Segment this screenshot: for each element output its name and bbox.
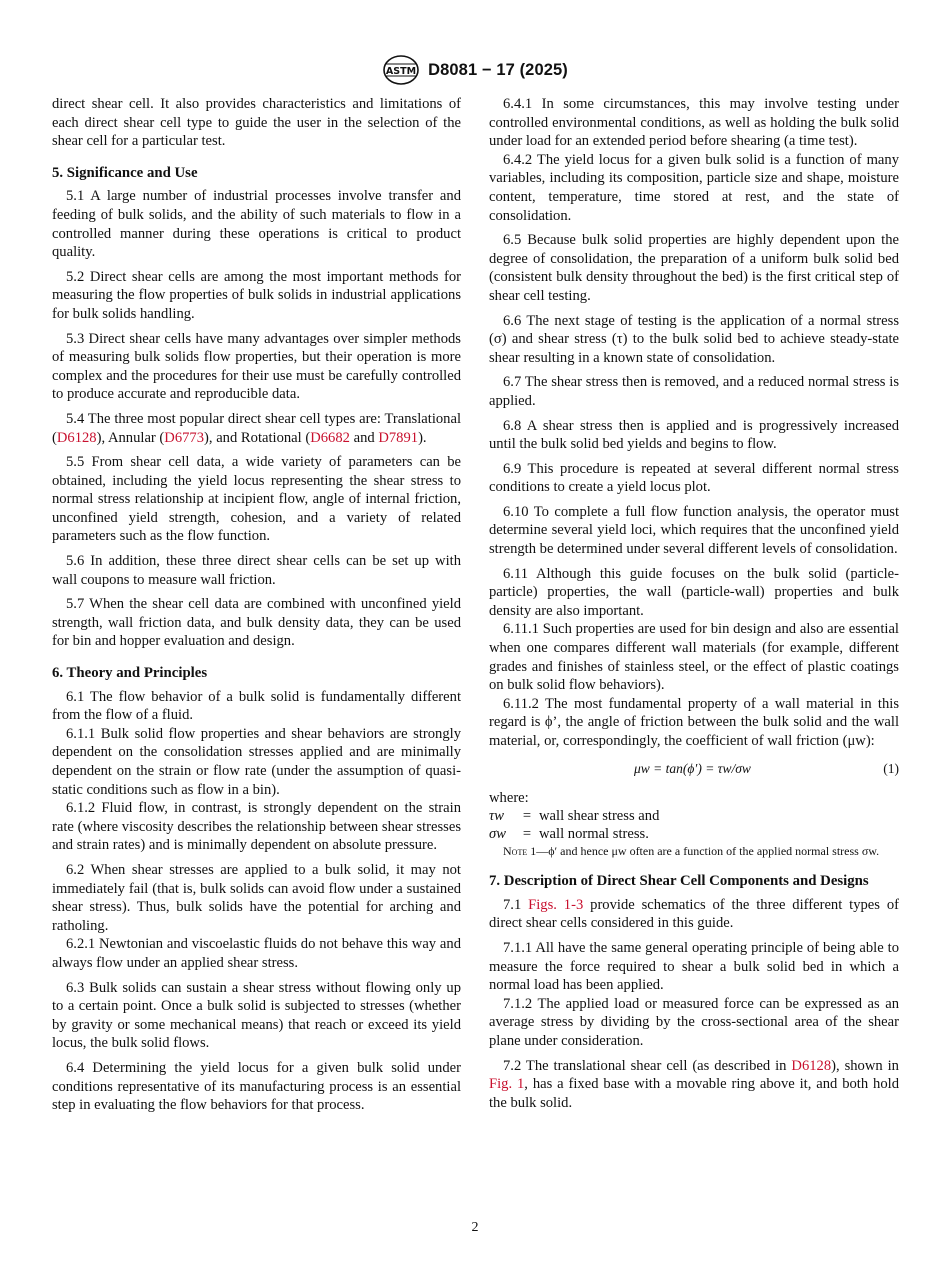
para-6-6: 6.6 The next stage of testing is the application of a normal stress (σ) and shear stress (τ) to the bulk solid bed to achieve steady-state shear resulting in a known state of consolidation. — [489, 312, 899, 366]
para-5-6: 5.6 In addition, these three direct shear cells can be set up with wall coupons to measure wall friction. — [52, 553, 461, 588]
para-6-3: 6.3 Bulk solids can sustain a shear stress without flowing only up to a certain point. Once a bulk solid is subjected to stresses (whether by gravity or some mechanical means) that reach or exceed its yield locus, the bulk solid flows. — [52, 979, 461, 1052]
intro-paragraph: direct shear cell. It also provides characteristics and limitations of each direct shear cell type to guide the user in the selection of the shear cell for a particular test. — [52, 96, 461, 150]
section-6-heading: 6. Theory and Principles — [52, 665, 208, 682]
para-7-2: 7.2 The translational shear cell (as described in D6128), shown in Fig. 1, has a fixed base with a movable ring above it, and both hold the bulk solid. — [489, 1057, 899, 1111]
para-6-4-2: 6.4.2 The yield locus for a given bulk solid is a function of many variables, including its composition, particle size and shape, moisture content, temperature, time stored at rest, and the state of consolidation. — [489, 151, 899, 224]
page-number: 2 — [471, 1220, 479, 1235]
definition-text: wall shear stress and — [539, 808, 660, 825]
para-6-11: 6.11 Although this guide focuses on the bulk solid (particle-particle) properties, the wall (particle-wall) properties and bulk density are also important. — [489, 565, 899, 619]
para-6-11-2: 6.11.2 The most fundamental property of a wall material in this regard is ϕ’, the angle of friction between the bulk solid and the wall material, or, correspondingly, the coefficient of wall friction (μw): — [489, 695, 899, 749]
standard-designation: D8081 − 17 (2025) — [428, 60, 568, 79]
equation-number: (1) — [883, 760, 899, 776]
link-d6773[interactable]: D6773 — [164, 429, 205, 446]
para-7-1: 7.1 Figs. 1-3 provide schematics of the three different types of direct shear cells considered in this guide. — [489, 896, 899, 932]
para-6-8: 6.8 A shear stress then is applied and is progressively increased until the bulk solid bed yields and begins to flow. — [489, 417, 899, 453]
equation-body: μw = tan(ϕ′) = τw/σw — [634, 760, 751, 776]
link-figs-1-3[interactable]: Figs. 1-3 — [528, 896, 584, 913]
para-6-10: 6.10 To complete a full flow function analysis, the operator must determine several yield loci, which requires that the unconfined yield strength be determined under several different levels of consolidation. — [489, 503, 899, 558]
link-d6682[interactable]: D6682 — [310, 429, 350, 446]
para-6-2: 6.2 When shear stresses are applied to a bulk solid, it may not immediately fail (that is, bulk solids can avoid flow under a sustained shear stress). Thus, bulk solids have the potential for arching and ratholing. — [52, 861, 461, 934]
link-d7891[interactable]: D7891 — [378, 429, 419, 446]
para-5-5: 5.5 From shear cell data, a wide variety of parameters can be obtained, including the yield locus representing the shear stress to normal stress relationship at incipient flow, angle of internal friction, unconfined yield strength, cohesion, and a variety of related parameters such as the flow function. — [52, 454, 461, 545]
section-5-heading: 5. Significance and Use — [52, 164, 198, 181]
left-column — [52, 95, 461, 1121]
astm-logo-icon — [382, 54, 420, 86]
para-6-11-1: 6.11.1 Such properties are used for bin design and also are essential when one compares different wall materials (for example, different grades and finishes of stainless steel, or the effect of plastic coatings on bulk solid flow behaviors). — [489, 621, 899, 694]
para-5-1: 5.1 A large number of industrial processes involve transfer and feeding of bulk solids, and the ability of such materials to flow in a controlled manner during these operations is critical to product quality. — [52, 188, 461, 261]
para-6-4: 6.4 Determining the yield locus for a given bulk solid under conditions representative of its manufacturing process is an essential step in evaluating the flow behaviors for that process. — [52, 1059, 461, 1114]
para-6-5: 6.5 Because bulk solid properties are highly dependent upon the degree of consolidation, the preparation of a uniform bulk solid bed (consistent bulk density throughout the bed) is the first critical step of shear cell testing. — [489, 232, 899, 304]
definition-symbol: τw — [489, 808, 504, 825]
note-1 — [489, 843, 899, 859]
para-6-2-1: 6.2.1 Newtonian and viscoelastic fluids do not behave this way and always flow under an applied shear stress. — [52, 936, 461, 971]
para-7-1-2: 7.1.2 The applied load or measured force can be expressed as an average stress by dividing by the cross-sectional area of the shear plane under consideration. — [489, 995, 899, 1049]
note-label: Note 1 — [503, 844, 537, 859]
para-5-4: 5.4 The three most popular direct shear cell types are: Translational (D6128), Annular (D6773), and Rotational (D6682 and D7891). — [52, 410, 461, 446]
section-7-heading: 7. Description of Direct Shear Cell Components and Designs — [489, 873, 869, 890]
definition-text: wall normal stress. — [539, 826, 649, 843]
para-6-9: 6.9 This procedure is repeated at several different normal stress conditions to create a yield locus plot. — [489, 460, 899, 496]
para-5-7: 5.7 When the shear cell data are combined with unconfined yield strength, wall friction data, and bulk density data, they can be used for bin and hopper evaluation and design. — [52, 596, 461, 650]
para-7-1-1: 7.1.1 All have the same general operating principle of being able to measure the force required to shear a bulk solid bed in which a normal load has been applied. — [489, 939, 899, 994]
page-header — [0, 54, 950, 86]
definition-symbol: σw — [489, 826, 506, 843]
definition-equals: = — [522, 808, 532, 825]
para-6-4-1: 6.4.1 In some circumstances, this may involve testing under controlled environmental conditions, as well as holding the bulk solid under load for an extended period before shearing (a time test). — [489, 96, 899, 150]
definition-row — [489, 807, 899, 825]
para-6-7: 6.7 The shear stress then is removed, and a reduced normal stress is applied. — [489, 374, 899, 409]
equation-1 — [489, 757, 899, 783]
astm-logo-text: ASTM — [386, 66, 417, 77]
definition-row — [489, 825, 899, 843]
definition-equals: = — [522, 826, 532, 843]
right-column — [489, 95, 899, 1118]
link-fig-1[interactable]: Fig. 1 — [489, 1076, 525, 1093]
definitions-list — [489, 807, 899, 843]
para-6-1-2: 6.1.2 Fluid flow, in contrast, is strongly dependent on the strain rate (where viscosity describes the relationship between shear stresses and strain rates) and is minimally dependent on absolute pressure. — [52, 800, 461, 854]
para-5-3: 5.3 Direct shear cells have many advantages over simpler methods of measuring bulk solids flow properties, but their operation is more complex and the procedures for their use must be carefully controlled to produce accurate and reproducible data. — [52, 330, 461, 403]
para-6-1: 6.1 The flow behavior of a bulk solid is fundamentally different from the flow of a fluid. — [52, 688, 461, 724]
para-6-1-1: 6.1.1 Bulk solid flow properties and shear behaviors are strongly dependent on the consolidation stresses applied and are minimally dependent on the strain or flow rate (under the assumption of quasi-static conditions such as flow in a bin). — [52, 725, 461, 798]
para-5-2: 5.2 Direct shear cells are among the most important methods for measuring the flow properties of bulk solids in industrial applications for bulk solids handling. — [52, 268, 461, 322]
where-label: where: — [489, 789, 529, 806]
link-d6128[interactable]: D6128 — [791, 1057, 832, 1074]
note-text: —ϕ′ and hence μw often are a function of the applied normal stress σw. — [536, 844, 880, 859]
link-d6128[interactable]: D6128 — [56, 429, 97, 446]
